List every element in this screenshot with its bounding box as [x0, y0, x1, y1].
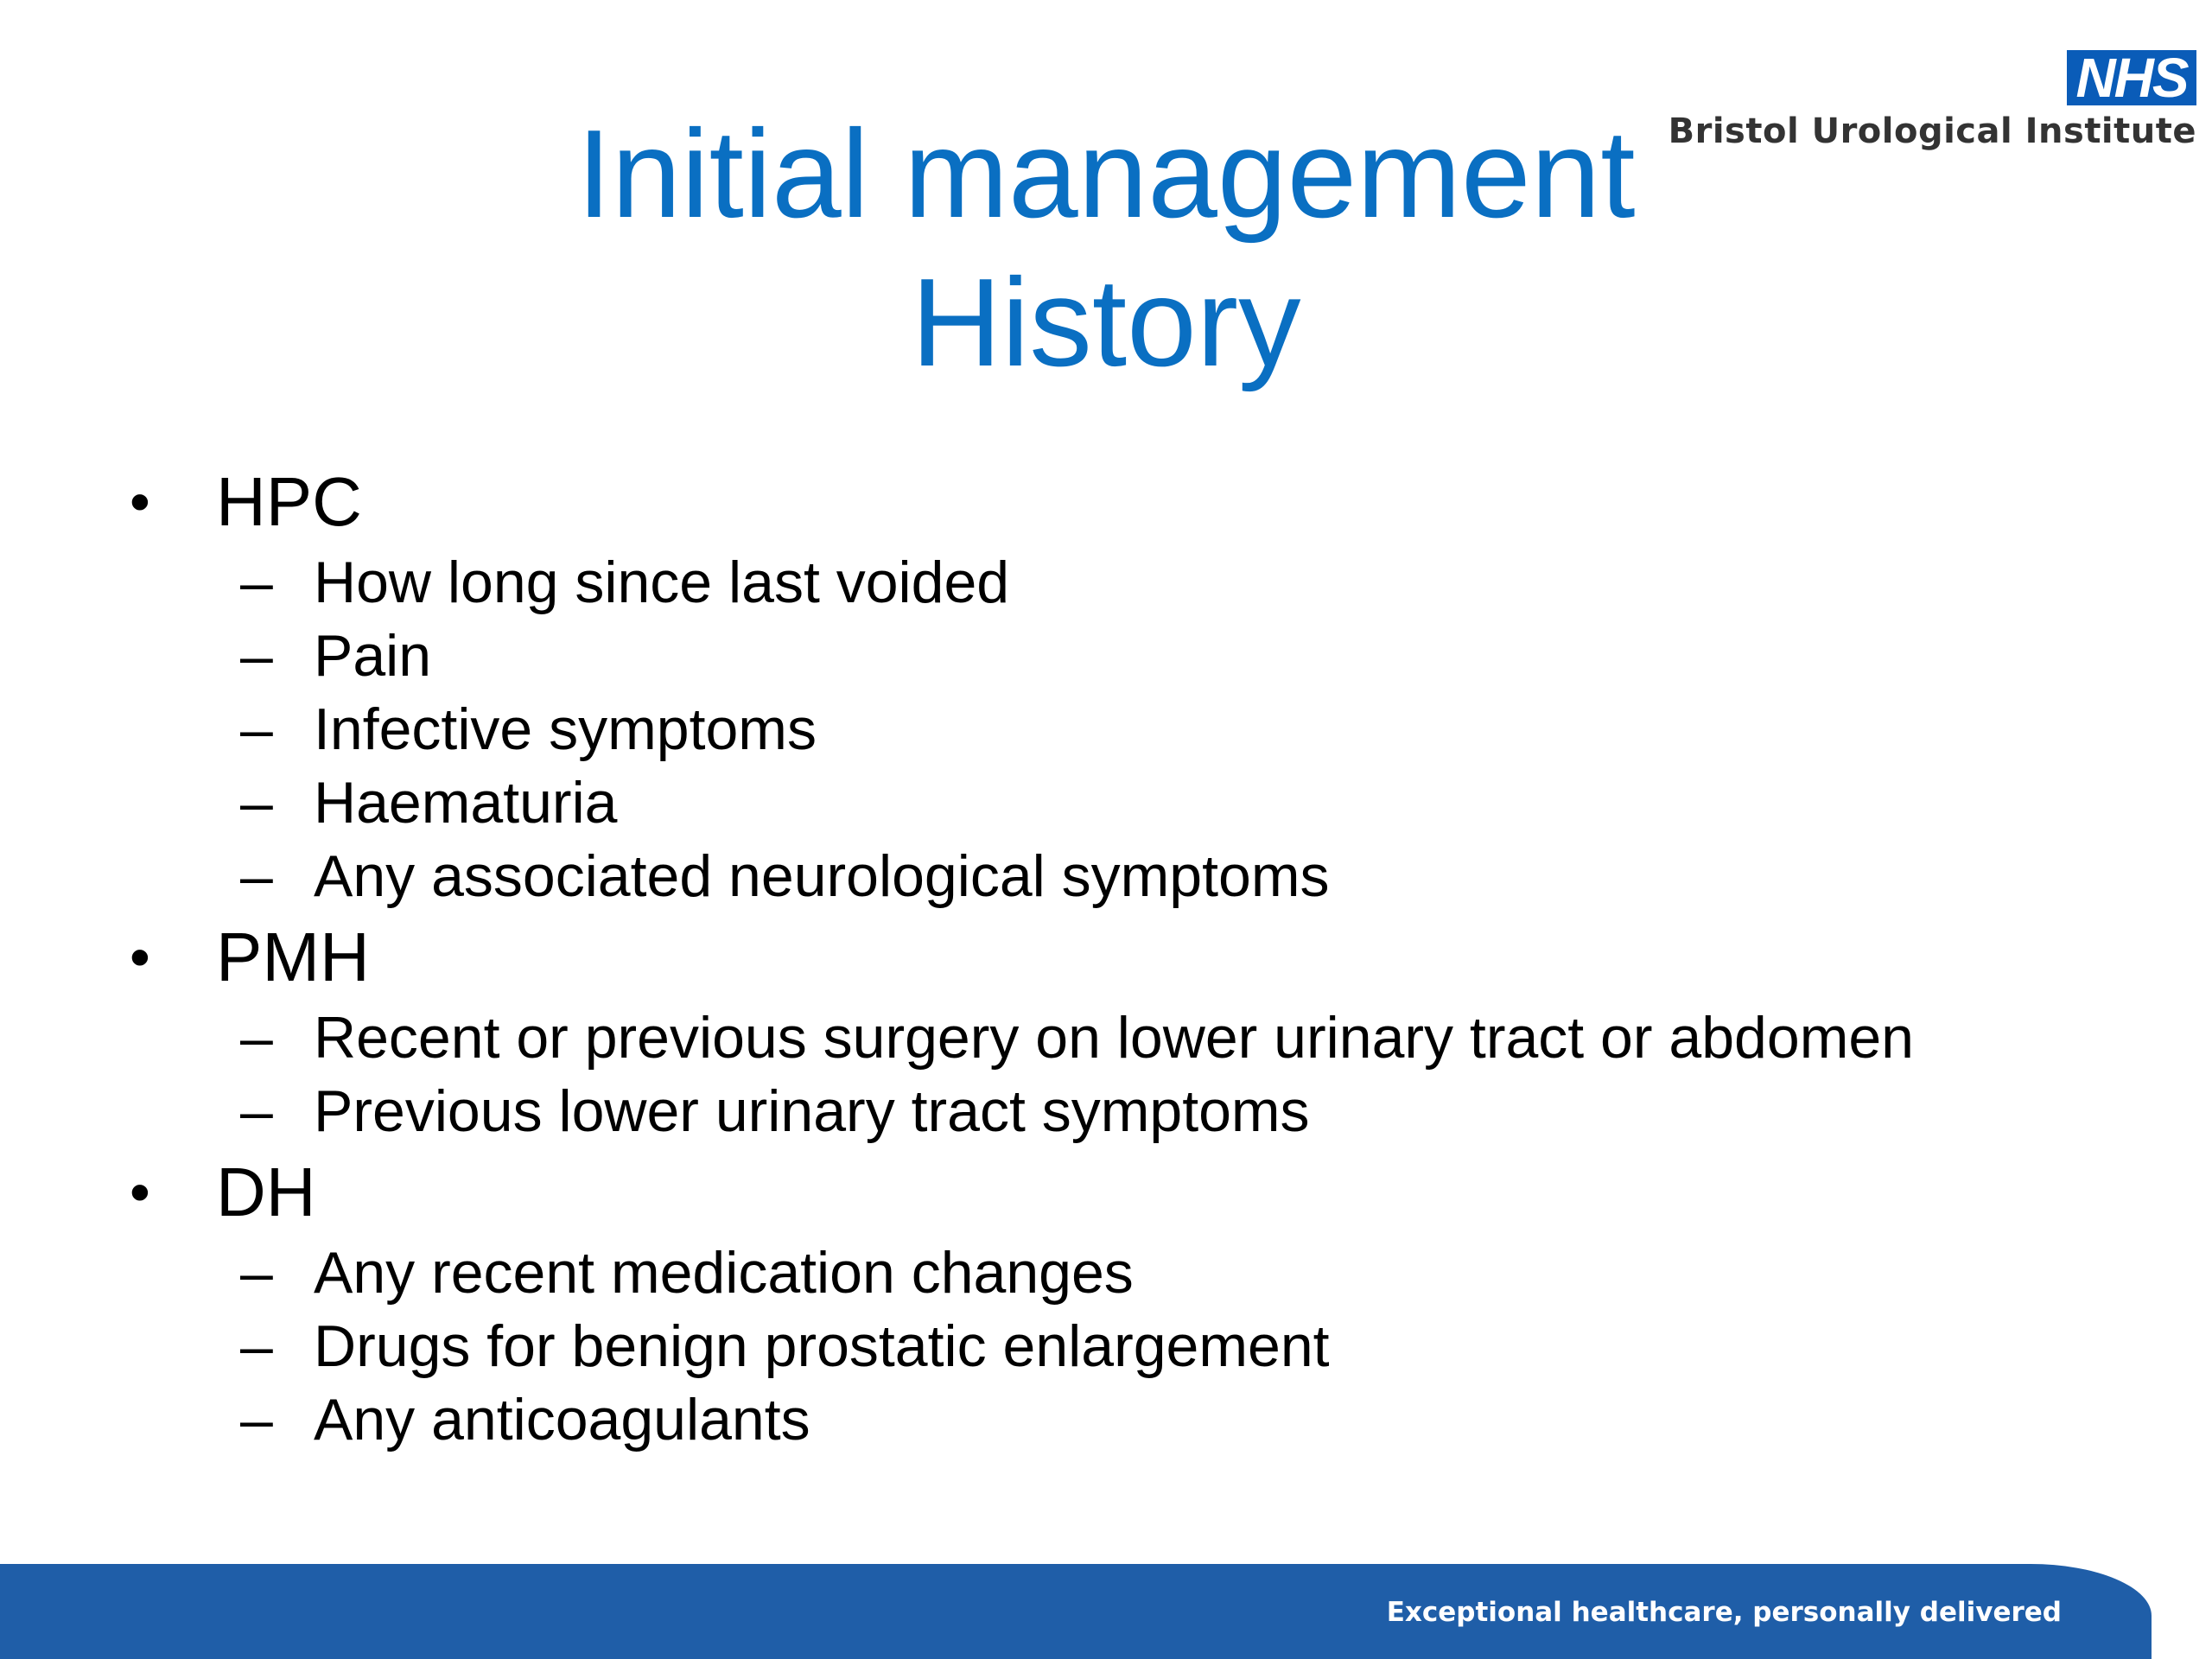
list-item [130, 840, 1914, 913]
section-heading-dh [130, 1148, 1914, 1236]
dash-icon: – [240, 1240, 273, 1306]
list-item [130, 1075, 1914, 1148]
dash-icon: – [240, 1387, 273, 1452]
dash-icon: – [240, 1005, 273, 1071]
section-heading-text: DH [216, 1154, 316, 1230]
bullet-icon: • [130, 1160, 150, 1225]
bullet-icon: • [130, 469, 150, 535]
list-item-text: Drugs for benign prostatic enlargement [314, 1313, 1330, 1379]
list-item-text: Haematuria [314, 770, 618, 836]
bullet-icon: • [130, 925, 150, 990]
dash-icon: – [240, 770, 273, 836]
nhs-badge [2067, 47, 2196, 109]
list-item-text: Recent or previous surgery on lower urinary tract or abdomen [314, 1005, 1914, 1071]
dash-icon: – [240, 623, 273, 689]
list-item [130, 693, 1914, 766]
footer-tagline: Exceptional healthcare, personally delivered [1386, 1597, 2062, 1628]
organization-name: Bristol Urological Institute [1668, 111, 2196, 151]
list-item-text: Previous lower urinary tract symptoms [314, 1078, 1310, 1144]
list-item-text: Infective symptoms [314, 696, 817, 762]
list-item-text: Any anticoagulants [314, 1387, 810, 1452]
dash-icon: – [240, 1313, 273, 1379]
dash-icon: – [240, 1078, 273, 1144]
section-heading-hpc [130, 458, 1914, 546]
dash-icon: – [240, 843, 273, 909]
dash-icon: – [240, 696, 273, 762]
title-line-1: Initial management [576, 104, 1636, 244]
dash-icon: – [240, 550, 273, 615]
section-heading-pmh [130, 913, 1914, 1001]
list-item-text: Pain [314, 623, 432, 689]
list-item [130, 1383, 1914, 1457]
section-heading-text: PMH [216, 918, 370, 995]
list-item-text: Any associated neurological symptoms [314, 843, 1330, 909]
title-line-2: History [911, 252, 1301, 392]
list-item [130, 1236, 1914, 1310]
list-item-text: Any recent medication changes [314, 1240, 1134, 1306]
list-item-text: How long since last voided [314, 550, 1010, 615]
nhs-badge-text: NHS [2075, 47, 2188, 109]
list-item [130, 1310, 1914, 1383]
slide-title [0, 99, 2212, 397]
section-heading-text: HPC [216, 463, 362, 540]
list-item [130, 620, 1914, 693]
list-item [130, 546, 1914, 620]
list-item [130, 766, 1914, 840]
list-item [130, 1001, 1914, 1075]
bullet-list [130, 458, 1914, 1457]
